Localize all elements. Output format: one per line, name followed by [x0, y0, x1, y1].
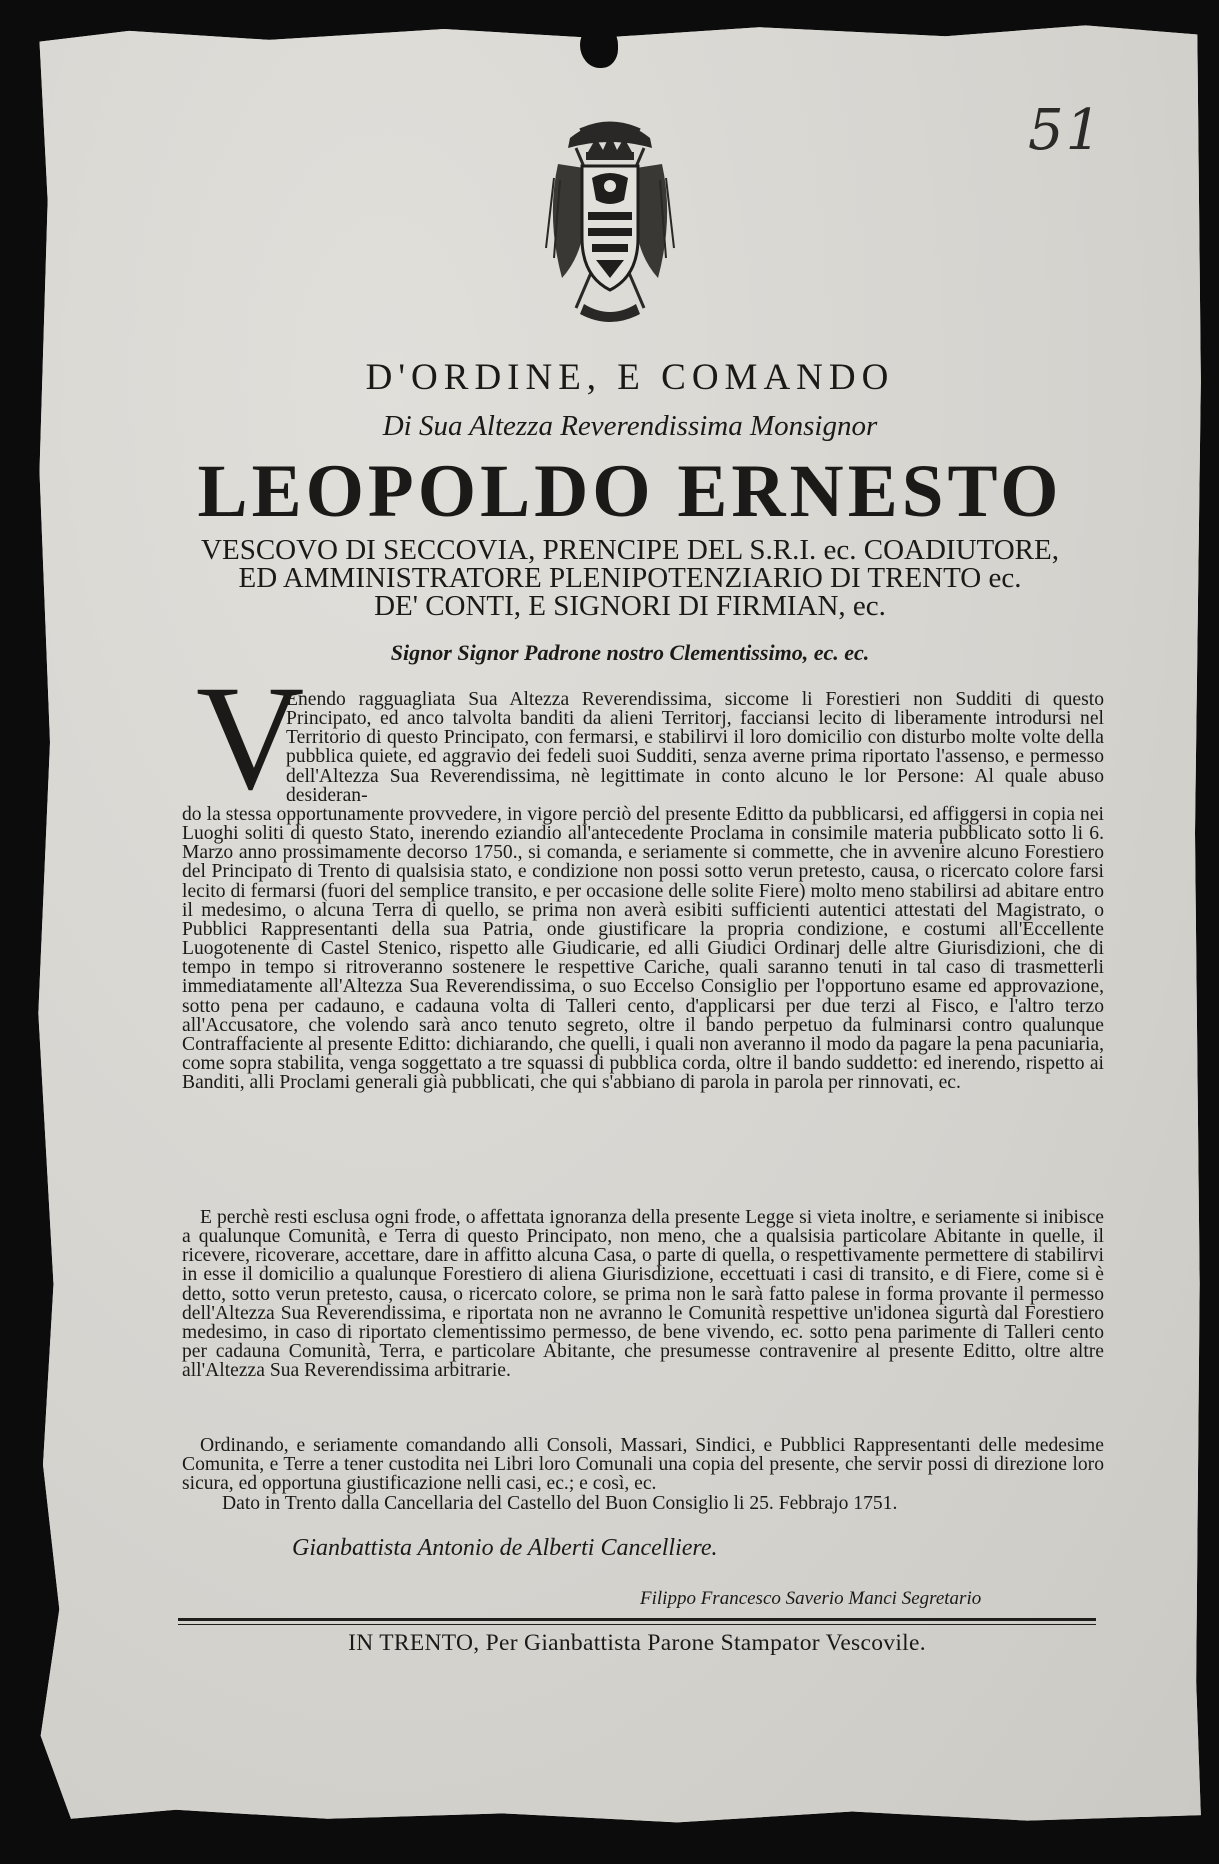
salutation: Signor Signor Padrone nostro Clementissimo, ec. ec.	[390, 640, 870, 665]
header-titles	[150, 536, 1110, 620]
title-line: ED AMMINISTRATORE PLENIPOTENZIARIO DI TRENTO ec.	[238, 562, 1022, 594]
paragraph-2: E perchè resti esclusa ogni frode, o affettata ignoranza della presente Legge si vieta inoltre, e seriamente si inibisce a qualunque Comunità, e Terra di questo Principato, non meno, che a qualsisia particolare Abitante in quelle, il ricevere, ricoverare, accettare, dare in affitto alcuna Casa, o parte di quella, o respettivamente permettere di stabilirvi in esse il domicilio a qualunque Forestiero di aliena Giurisdizione, eccettuati i casi di transito, e di Fiere, come si è detto, sotto verun pretesto, causa, o ricercato colore, se prima non le sarà fatto palese in forma provante il permesso dell'Altezza Sua Reverendissima, e riportata non ne avranno le Comunità respettive un'idonea sigurtà dal Forestiero medesimo, in caso di riportato clementissimo permesso, de bene vivendo, ec. sotto pena parimente di Talleri cento per cadauna Comunità, Terra, e particolare Abitante, che presumesse contravenire al presente Editto, oltre altre all'Altezza Sua Reverendissima arbitrarie.	[182, 1207, 1104, 1382]
coat-of-arms-icon	[540, 108, 680, 330]
punch-hole	[580, 24, 618, 68]
printer-imprint: IN TRENTO, Per Gianbattista Parone Stampator Vescovile.	[348, 1630, 926, 1656]
header-honorific: Di Sua Altezza Reverendissima Monsignor	[382, 410, 878, 442]
header-name: LEOPOLDO ERNESTO	[197, 450, 1063, 533]
paragraph-1-continued: do la stessa opportunamente provvedere, in vigore perciò del presente Editto da pubblicarsi, ed affiggersi in copia nei Luoghi soliti di questo Stato, inerendo eziandio all'antecedente Proclama in consimile materia pubblicato sotto li 6. Marzo anno prossimamente decorso 1750., si comanda, e seriamente si commette, che in avvenire alcuno Forestiero del Principato di Trento di qualsisia stato, e condizione non possi sotto verun pretesto, causa, o ricercato colore farsi lecito di fermarsi (fuori del semplice transito, e per occasione delle solite Fiere) molto meno stabilirsi ad abitare entro il medesimo, o alcuna Terra di quello, se prima non averà esibiti sufficienti autentici attestati del Magistrato, o Pubblici Rappresentanti della sua Patria, onde giustificare la propria condizione, e costumi all'Eccellente Luogotenente di Castel Stenico, rispetto alle Giudicarie, ed alli Giudici Ordinarj delle altre Giurisdizioni, che di tempo in tempo si ritroveranno sostenere le respettive Cariche, quali saranno tenuti in tal caso di trasmetterli immediatamente all'Altezza Sua Reverendissima, o suo Eccelso Consiglio per l'opportuno esame ed approvazione, sotto pena per cadauno, e cadauna volta di Talleri cento, d'applicarsi per due terzi al Fisco, e l'altro terzo all'Accusatore, che volendo sarà anco tenuto segreto, oltre il bando perpetuo da fulminarsi contro qualunque Contraffaciente al presente Editto: dichiarando, che quelli, i quali non averanno il modo da pagare la pena pacuniaria, come sopra stabilita, venga soggettato a tre squassi di pubblica corda, oltre il bando suddetto: ed inerendo, rispetto ai Banditi, alli Proclami generali già pubblicati, che qui s'abbiano di parola in parola per rinnovati, ec.	[182, 804, 1104, 1094]
divider-thin	[178, 1624, 1096, 1625]
secretary-signature: Filippo Francesco Saverio Manci Segretario	[640, 1588, 982, 1609]
drop-cap: V	[196, 655, 305, 821]
title-line: DE' CONTI, E SIGNORI DI FIRMIAN, ec.	[374, 590, 886, 622]
dating-clause: Dato in Trento dalla Cancellaria del Castello del Buon Consiglio li 25. Febbrajo 1751.	[222, 1493, 898, 1514]
paragraph-3: Ordinando, e seriamente comandando alli Consoli, Massari, Sindici, e Pubblici Rappresentanti delle medesime Comunita, e Terre a tener custodita nei Libri loro Comunali una copia del presente, che servir possi di direzione loro sicura, ed opportuna giustificazione nelli casi, ec.; e così, ec.	[182, 1435, 1104, 1495]
paragraph-1-opening: Enendo ragguagliata Sua Altezza Reverendissima, siccome li Forestieri non Sudditi di questo Principato, ed anco talvolta banditi da alieni Territorj, facciansi lecito di liberamente introdursi nel Territorio di questo Principato, con fermarsi, e stabilirvi il loro domicilio con disturbo molte volte della pubblica quiete, ed aggravio dei fedeli suoi Sudditi, senza averne prima riportato l'assenso, e permesso dell'Altezza Sua Reverendissima, nè legittimate in conto alcuno le lor Persone: Al quale abuso desideran-	[286, 689, 1104, 806]
title-line: VESCOVO DI SECCOVIA, PRENCIPE DEL S.R.I. ec. COADIUTORE,	[201, 534, 1059, 566]
chancellor-signature: Gianbattista Antonio de Alberti Cancelliere.	[292, 1535, 718, 1561]
divider-thick	[178, 1618, 1096, 1621]
header-command-line: D'ORDINE, E COMANDO	[365, 357, 895, 398]
folio-number: 51	[1028, 98, 1104, 163]
